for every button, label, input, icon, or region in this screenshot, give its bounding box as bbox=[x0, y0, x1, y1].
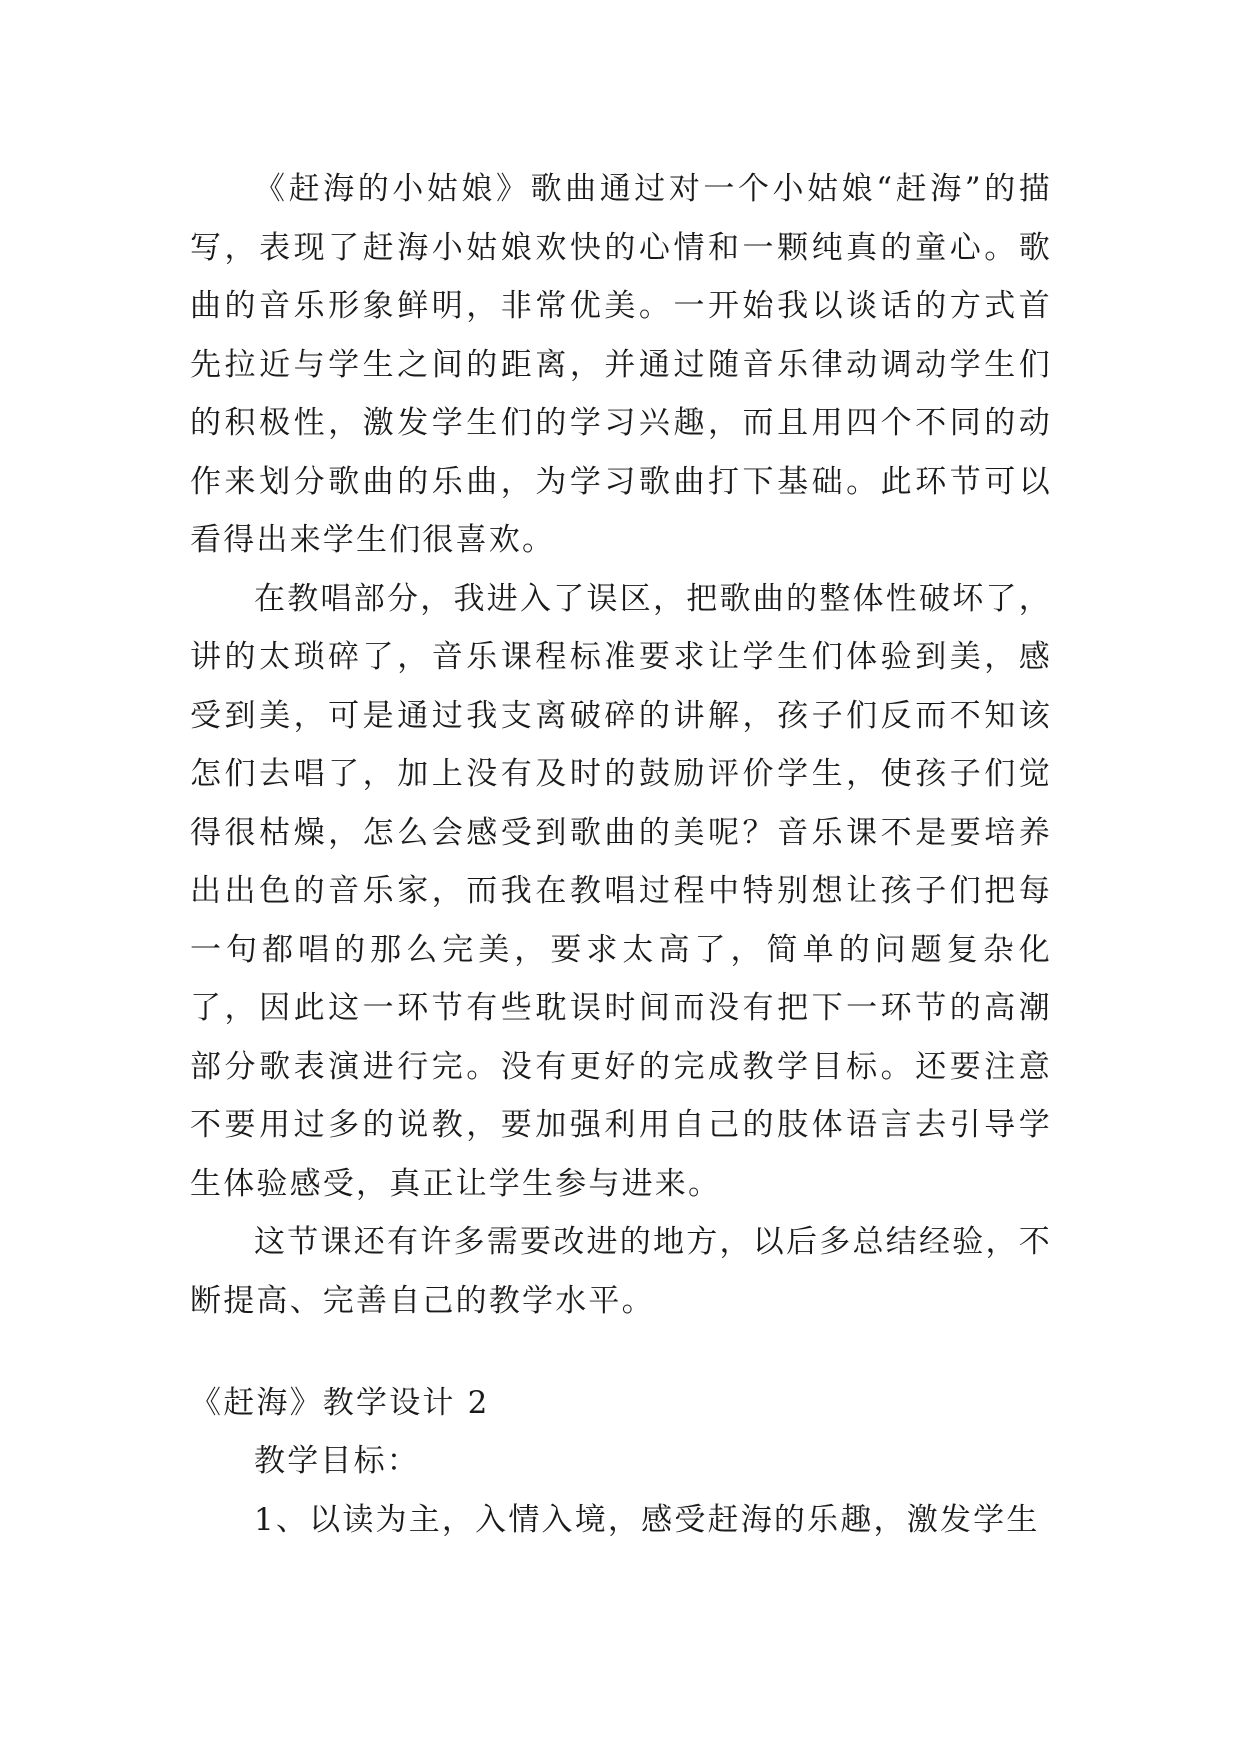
paragraph-3: 这节课还有许多需要改进的地方，以后多总结经验，不断提高、完善自己的教学水平。 bbox=[190, 1224, 1052, 1319]
section-title: 《赶海》教学设计 2 bbox=[190, 1385, 490, 1421]
objective-item-1: 1、以读为主，入情入境，感受赶海的乐趣，激发学生 bbox=[254, 1501, 1040, 1538]
section-body bbox=[190, 1432, 1052, 1549]
paragraph-2: 在教唱部分，我进入了误区，把歌曲的整体性破坏了，讲的太琐碎了，音乐课程标准要求让学生们体验到美，感受到美，可是通过我支离破碎的讲解，孩子们反而不知该怎们去唱了，加上没有及时的鼓励评价学生，使孩子们觉得很枯燥，怎么会感受到歌曲的美呢？音乐课不是要培养出出色的音乐家，而我在教唱过程中特别想让孩子们把每一句都唱的那么完美，要求太高了，简单的问题复杂化了，因此这一环节有些耽误时间而没有把下一环节的高潮部分歌表演进行完。没有更好的完成教学目标。还要注意不要用过多的说教，要加强利用自己的肢体语言去引导学生体验感受，真正让学生参与进来。 bbox=[190, 580, 1052, 1202]
document-body bbox=[190, 160, 1052, 1330]
section-subheading: 教学目标： bbox=[254, 1443, 420, 1479]
paragraph-1: 《赶海的小姑娘》歌曲通过对一个小姑娘“赶海”的描写，表现了赶海小姑娘欢快的心情和一颗纯真的童心。歌曲的音乐形象鲜明，非常优美。一开始我以谈话的方式首先拉近与学生之间的距离，并通过随音乐律动调动学生们的积极性，激发学生们的学习兴趣，而且用四个不同的动作来划分歌曲的乐曲，为学习歌曲打下基础。此环节可以看得出来学生们很喜欢。 bbox=[190, 171, 1052, 558]
